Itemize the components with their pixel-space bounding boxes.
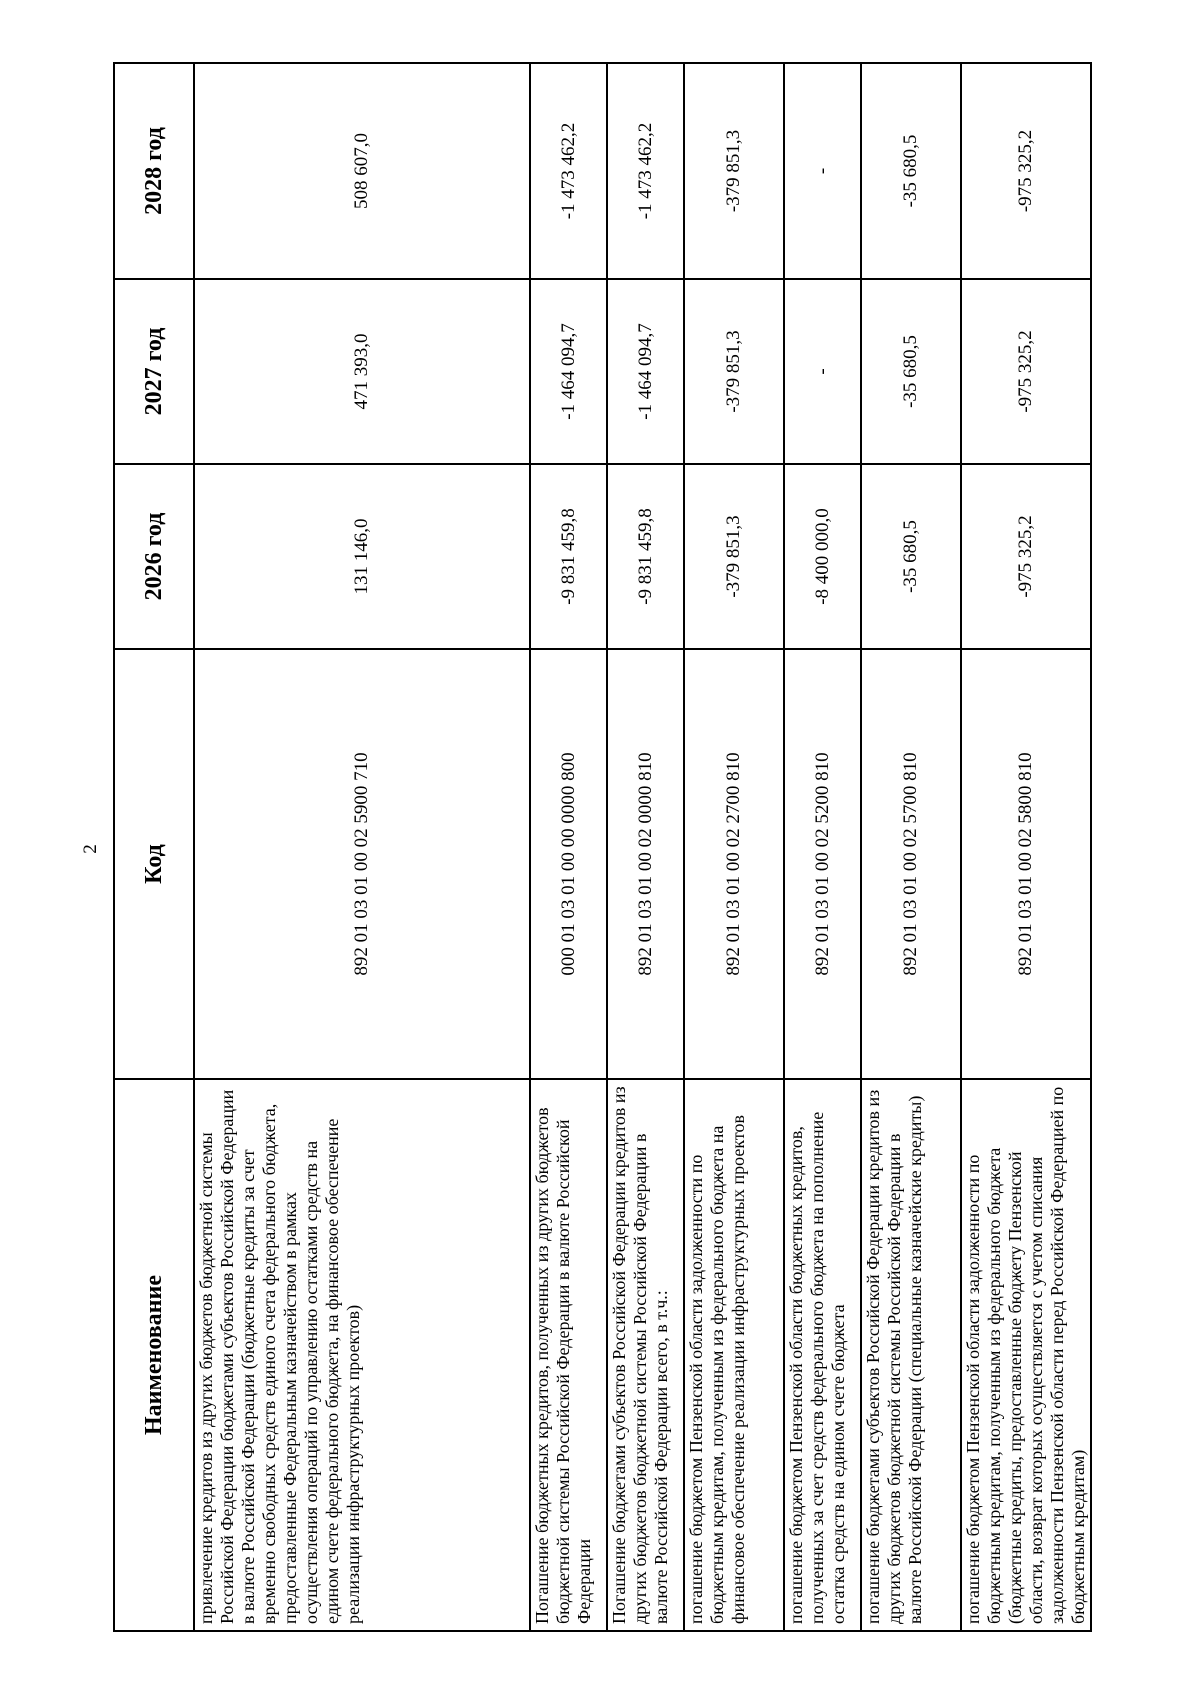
- row-value-2027: 471 393,0: [194, 279, 530, 464]
- row-value-2028: -35 680,5: [861, 63, 961, 279]
- row-value-2027: -379 851,3: [684, 279, 784, 464]
- row-value-2028: -: [784, 63, 861, 279]
- row-value-2028: 508 607,0: [194, 63, 530, 279]
- row-value-2027: -975 325,2: [961, 279, 1091, 464]
- row-name: привлечение кредитов из других бюджетов бюджетной системы Российской Федерации бюджетами субъектов Российской Федерации в валюте Российской Федерации (бюджетные кредиты за счет временно свободных средств единого счета федерального бюджета, предоставленные Федеральным казначейством в рамках осуществления операций по управлению остатками средств на едином счете федерального бюджета, на финансовое обеспечение реализации инфраструктурных проектов): [194, 1079, 530, 1631]
- row-value-2027: -: [784, 279, 861, 464]
- row-value-2027: -1 464 094,7: [607, 279, 684, 464]
- budget-table-container: [113, 64, 1088, 1632]
- row-value-2026: -9 831 459,8: [530, 464, 607, 649]
- row-value-2026: -8 400 000,0: [784, 464, 861, 649]
- row-name: погашение бюджетами субъектов Российской Федерации кредитов из других бюджетов бюджетной системы Российской Федерации в валюте Российской Федерации (специальные казначейские кредиты): [861, 1079, 961, 1631]
- row-name: погашение бюджетом Пензенской области задолженности по бюджетным кредитам, полученным из федерального бюджета на финансовое обеспечение реализации инфраструктурных проектов: [684, 1079, 784, 1631]
- row-value-2027: -35 680,5: [861, 279, 961, 464]
- table-row: [194, 63, 530, 1631]
- row-value-2026: -379 851,3: [684, 464, 784, 649]
- table-row: [684, 63, 784, 1631]
- table-header-row: [114, 63, 194, 1631]
- row-value-2026: 131 146,0: [194, 464, 530, 649]
- row-code: 892 01 03 01 00 02 5200 810: [784, 649, 861, 1079]
- row-name: погашение бюджетом Пензенской области бюджетных кредитов, полученных за счет средств федерального бюджета на пополнение остатка средств на едином счете бюджета: [784, 1079, 861, 1631]
- row-code: 892 01 03 01 00 02 5700 810: [861, 649, 961, 1079]
- row-code: 000 01 03 01 00 00 0000 800: [530, 649, 607, 1079]
- page-number: 2: [80, 844, 101, 854]
- row-value-2026: -35 680,5: [861, 464, 961, 649]
- row-name: погашение бюджетом Пензенской области задолженности по бюджетным кредитам, полученным из федерального бюджета (бюджетные кредиты, предоставленные бюджету Пензенской области, возврат которых осуществляется с учетом списания задолженности Пензенской области перед Российской Федерацией по бюджетным кредитам): [961, 1079, 1091, 1631]
- header-2026: 2026 год: [114, 464, 194, 649]
- header-code: Код: [114, 649, 194, 1079]
- row-code: 892 01 03 01 00 02 0000 810: [607, 649, 684, 1079]
- row-value-2028: -1 473 462,2: [607, 63, 684, 279]
- budget-table: [113, 62, 1092, 1632]
- row-code: 892 01 03 01 00 02 5800 810: [961, 649, 1091, 1079]
- row-value-2027: -1 464 094,7: [530, 279, 607, 464]
- row-code: 892 01 03 01 00 02 5900 710: [194, 649, 530, 1079]
- row-value-2026: -975 325,2: [961, 464, 1091, 649]
- header-name: Наименование: [114, 1079, 194, 1631]
- table-row: [961, 63, 1091, 1631]
- header-2027: 2027 год: [114, 279, 194, 464]
- table-row: [530, 63, 607, 1631]
- table-row: [607, 63, 684, 1631]
- row-value-2026: -9 831 459,8: [607, 464, 684, 649]
- row-name: Погашение бюджетных кредитов, полученных из других бюджетов бюджетной системы Российской Федерации в валюте Российской Федерации: [530, 1079, 607, 1631]
- row-value-2028: -975 325,2: [961, 63, 1091, 279]
- row-code: 892 01 03 01 00 02 2700 810: [684, 649, 784, 1079]
- table-row: [861, 63, 961, 1631]
- row-value-2028: -1 473 462,2: [530, 63, 607, 279]
- row-value-2028: -379 851,3: [684, 63, 784, 279]
- row-name: Погашение бюджетами субъектов Российской Федерации кредитов из других бюджетов бюджетной системы Российской Федерации в валюте Российской Федерации всего, в т.ч.:: [607, 1079, 684, 1631]
- table-row: [784, 63, 861, 1631]
- header-2028: 2028 год: [114, 63, 194, 279]
